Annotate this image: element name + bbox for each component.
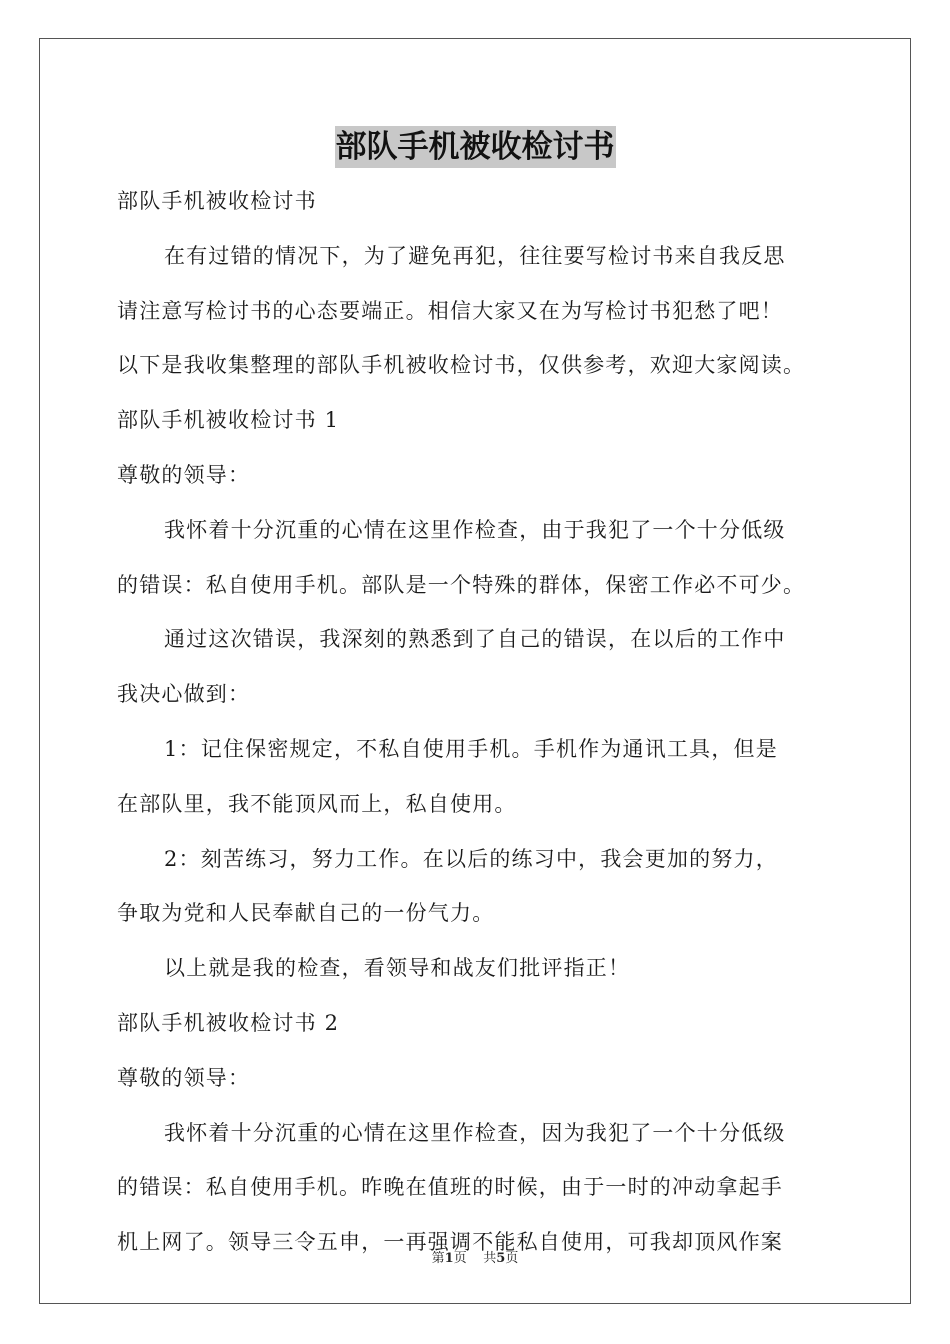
document-title: 部队手机被收检讨书: [335, 126, 616, 168]
page-footer: [0, 1247, 950, 1266]
text-line: 的错误：私自使用手机。部队是一个特殊的群体，保密工作必不可少。: [117, 572, 806, 597]
document-body: [117, 174, 837, 1270]
text-line: 以下是我收集整理的部队手机被收检讨书，仅供参考，欢迎大家阅读。: [117, 353, 806, 378]
text-line: 尊敬的领导：: [117, 462, 251, 487]
text-line: 我怀着十分沉重的心情在这里作检查，由于我犯了一个十分低级: [164, 517, 786, 542]
text-line: 部队手机被收检讨书 2: [117, 1010, 340, 1035]
text-line: 我怀着十分沉重的心情在这里作检查，因为我犯了一个十分低级: [164, 1120, 786, 1145]
text-line: 2：刻苦练习，努力工作。在以后的练习中，我会更加的努力，: [164, 846, 778, 871]
text-line: 我决心做到：: [117, 682, 251, 707]
text-line: 在部队里，我不能顶风而上，私自使用。: [117, 791, 517, 816]
page-number: 1: [444, 1251, 454, 1266]
text-line: 部队手机被收检讨书 1: [117, 408, 340, 433]
text-line: 通过这次错误，我深刻的熟悉到了自己的错误，在以后的工作中: [164, 627, 786, 652]
text-line: 部队手机被收检讨书: [117, 189, 317, 213]
text-line: 在有过错的情况下，为了避免再犯，往往要写检讨书来自我反思: [164, 243, 786, 268]
title-container: [0, 126, 950, 168]
text-line: 以上就是我的检查，看领导和战友们批评指正！: [164, 956, 631, 981]
page-number-suffix: 页: [453, 1251, 467, 1266]
text-line: 的错误：私自使用手机。昨晚在值班的时候，由于一时的冲动拿起手: [117, 1175, 783, 1200]
total-pages-suffix: 页: [505, 1251, 519, 1266]
text-line: 争取为党和人民奉献自己的一份气力。: [117, 901, 495, 926]
text-line: 请注意写检讨书的心态要端正。相信大家又在为写检讨书犯愁了吧！: [117, 298, 783, 323]
total-pages: 5: [496, 1251, 506, 1266]
text-line: 尊敬的领导：: [117, 1065, 251, 1090]
page-number-prefix: 第: [431, 1251, 445, 1266]
total-pages-prefix: 共: [483, 1251, 497, 1266]
text-line: 1：记住保密规定，不私自使用手机。手机作为通讯工具，但是: [164, 736, 778, 761]
text-line: 机上网了。领导三令五申，一再强调不能私自使用，可我却顶风作案: [117, 1230, 783, 1255]
